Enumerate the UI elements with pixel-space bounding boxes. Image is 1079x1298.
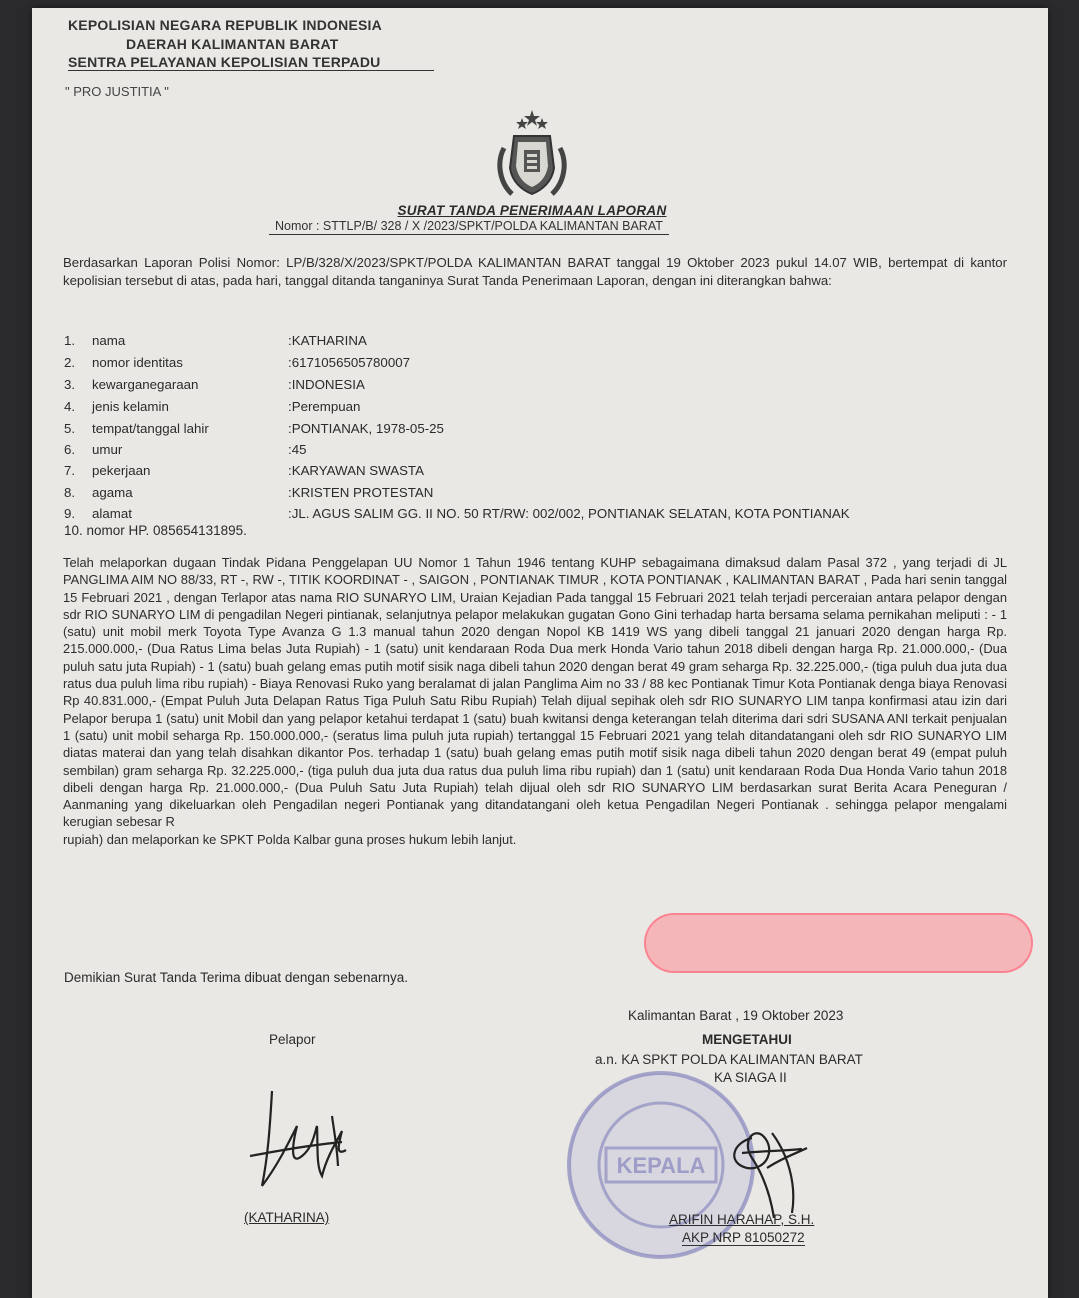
field-row [64,463,1024,483]
field-label: umur [92,442,123,457]
field-label: alamat [92,506,132,521]
field-value: :6171056505780007 [288,355,411,370]
redaction-mark [644,913,1033,973]
report-body [63,554,1007,848]
field-value: :INDONESIA [288,377,365,392]
reporter-name: (KATHARINA) [244,1210,330,1225]
document-page [32,8,1048,1298]
field-value: :KRISTEN PROTESTAN [288,485,434,500]
field-row [64,421,1024,441]
field-value: :JL. AGUS SALIM GG. II NO. 50 RT/RW: 002/002, PONTIANAK SELATAN, KOTA PONTIANAK [288,506,850,521]
pro-justitia: " PRO JUSTITIA " [65,84,169,99]
document-title: SURAT TANDA PENERIMAAN LAPORAN [397,203,667,218]
reporter-signature [242,1086,372,1196]
police-emblem-icon [482,108,582,203]
field-label: agama [92,485,133,500]
agency-line-3: SENTRA PELAYANAN KEPOLISIAN TERPADU [68,54,434,71]
report-body-text: Telah melaporkan dugaan Tindak Pidana Penggelapan UU Nomor 1 Tahun 1946 tentang KUHP sebagaimana dimaksud dalam Pasal 372 , yang terjadi di JL PANGLIMA AIM NO 88/33, RT -, RW -, TITIK KOORDINAT - , SAIGON , PONTIANAK TIMUR , KOTA PONTIANAK , KALIMANTAN BARAT , Pada hari senin tanggal 15 Februari 2021 , dengan Terlapor atas nama RIO SUNARYO LIM, Uraian Kejadian Pada tanggal 15 Februari 2021 telah terjadi perceraian antara pelapor dengan sdr RIO SUNARYO LIM di pengadilan Negeri pintianak, selanjutnya pelapor melakukan gugatan Gono Gini terhadap harta bersama selama pernikahan meliputi : - 1 (satu) unit mobil merk Toyota Type Avanza G 1.3 manual tahun 2020 dengan Nopol KB 1419 WS yang dibeli tanggal 21 januari 2020 dengan harga Rp. 215.000.000,- (Dua Ratus Lima belas Juta Rupiah) - 1 (satu) unit kendaraan Roda Dua merk Honda Vario tahun 2018 dibeli dengan harga Rp. 21.000.000,- (Dua puluh satu juta Rupiah) - 1 (satu) buah gelang emas putih motif sisik naga dibeli tahun 2020 dengan berat 49 gram seharga Rp. 32.225.000,- (tiga puluh dua juta dua ratus dua puluh lima ribu rupiah) - Biaya Renovasi Ruko yang beralamat di jalan Panglima Aim no 33 / 88 kec Pontianak Timur Kota Pontianak denga biaya Renovasi Rp 40.831.000,- (Empat Puluh Juta Delapan Ratus Tiga Puluh Satu Ribu Rupiah) Telah dijual sepihak oleh sdr RIO SUNARYO LIM tanpa konfirmasi atau izin dari Pelapor berupa 1 (satu) unit Mobil dan yang pelapor ketahui terdapat 1 (satu) buah kwitansi denga keterangan telah diterima dari sdri SUSANA ANI terkait penjualan 1 (satu) unit mobil seharga Rp. 150.000.000,- (seratus lima puluh juta rupiah) tertanggal 15 Februari 2021 yang telah ditandatangani oleh sdr RIO SUNARYO LIM diatas materai dan yang telah disahkan dikantor Pos. terhadap 1 (satu) buah gelang emas putih motif sisik naga dibeli tahun 2020 dengan berat 49 (empat puluh sembilan) gram seharga Rp. 32.225.000,- (tiga puluh dua juta dua ratus dua puluh lima ribu rupiah) dan 1 (satu) unit kendaraan Roda Dua Honda Vario tahun 2018 dibeli dengan harga Rp. 21.000.000,- (Dua Puluh Satu Juta Rupiah) telah dijual oleh sdr RIO SUNARYO LIM berdasarkan surat Berita Acara Peneguran / Aanmaning yang dikeluarkan oleh Pengadilan negeri Pontianak yang ditandatangani oleh ketua Pengadilan Negeri Pontianak . sehingga pelapor mengalami kerugian sebesar R [63,555,1007,830]
field-phone: 10. nomor HP. 085654131895. [64,523,247,538]
mengetahui-label: MENGETAHUI [702,1032,792,1047]
position-label: KA SIAGA II [714,1070,787,1085]
field-row [64,442,1024,462]
field-row [64,399,1024,419]
field-row [64,333,1024,353]
field-value: :Perempuan [288,399,361,414]
field-row [64,377,1024,397]
intro-paragraph: Berdasarkan Laporan Polisi Nomor: LP/B/328/X/2023/SPKT/POLDA KALIMANTAN BARAT tanggal 19 Oktober 2023 pukul 14.07 WIB, bertempat di kantor kepolisian tersebut di atas, pada hari, tanggal ditanda tanganinya Surat Tanda Penerimaan Laporan, dengan ini diterangkan bahwa: [63,255,1007,289]
agency-line-2: DAERAH KALIMANTAN BARAT [126,36,339,52]
field-label: pekerjaan [92,463,151,478]
field-number: 3. [64,377,76,392]
field-number: 9. [64,506,76,521]
field-number: 5. [64,421,76,436]
document-number: Nomor : STTLP/B/ 328 / X /2023/SPKT/POLDA KALIMANTAN BARAT [269,219,669,235]
field-number: 6. [64,442,76,457]
field-label: tempat/tanggal lahir [92,421,209,436]
reporter-label: Pelapor [269,1032,316,1047]
field-value: :KARYAWAN SWASTA [288,463,424,478]
field-label: nomor identitas [92,355,183,370]
on-behalf-label: a.n. KA SPKT POLDA KALIMANTAN BARAT [595,1052,863,1067]
field-row [64,355,1024,375]
officer-name: ARIFIN HARAHAP, S.H. [669,1212,815,1227]
field-label: jenis kelamin [92,399,169,414]
field-number: 4. [64,399,76,414]
field-number: 7. [64,463,76,478]
field-value: :PONTIANAK, 1978-05-25 [288,421,444,436]
field-value: :KATHARINA [288,333,367,348]
field-value: :45 [288,442,307,457]
field-number: 2. [64,355,76,370]
officer-signature [712,1113,832,1223]
field-label: nama [92,333,126,348]
field-label: kewarganegaraan [92,377,199,392]
place-date: Kalimantan Barat , 19 Oktober 2023 [628,1008,844,1023]
closing-statement: Demikian Surat Tanda Terima dibuat dengan sebenarnya. [64,970,408,985]
field-number: 8. [64,485,76,500]
report-body-end: rupiah) dan melaporkan ke SPKT Polda Kalbar guna proses hukum lebih lanjut. [63,831,517,847]
stamp-text: KEPALA [616,1153,706,1178]
field-row [64,485,1024,505]
agency-line-1: KEPOLISIAN NEGARA REPUBLIK INDONESIA [68,17,382,33]
officer-rank: AKP NRP 81050272 [682,1230,805,1245]
field-number: 1. [64,333,76,348]
